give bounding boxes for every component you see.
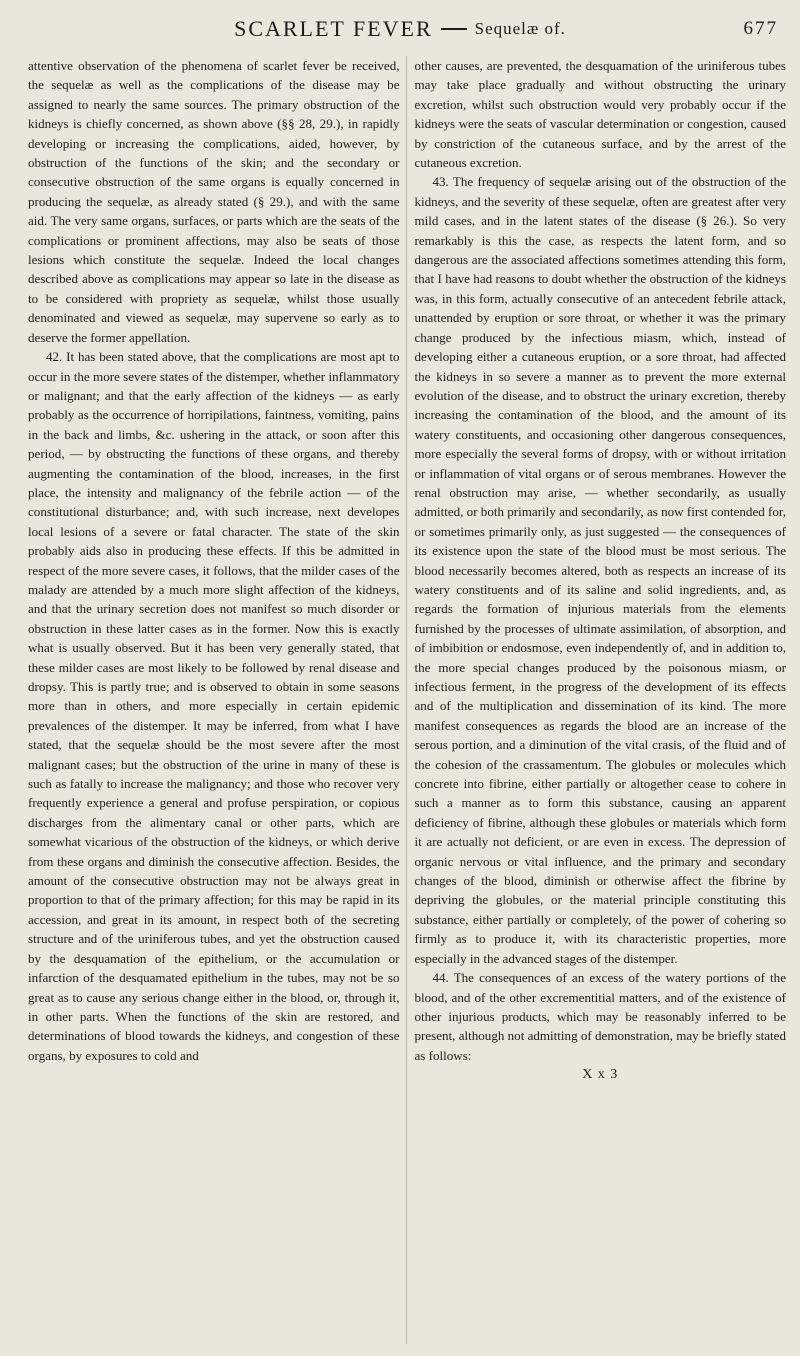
header-subtitle: Sequelæ of. xyxy=(474,19,566,38)
left-paragraph-2: 42. It has been stated above, that the complications are most apt to occur in the more severe states of the distemper, whether inflammatory or malignant; and that the early affection of the kidneys — as early probably as the occurrence of horripilations, faintness, vomiting, pains in the back and limbs, &c. ushering in the attack, or soon after this period, — by obstructing the functions of these organs, and thereby augmenting the contamination of the blood, increases, in the first place, the intensity and malignancy of the febrile action — of the constitutional disturbance; and, with such increase, next developes local lesions of a severe or fatal character. The state of the skin probably aids also in producing these effects. If this be admitted in respect of the more severe cases, it follows, that the milder cases of the malady are attended by a much more slight affection of the kidneys, and that the urinary secretion does not manifest so much disorder or obstruction in these latter cases as in the former. Now this is exactly what is usually observed. But it has been very generally stated, that these milder cases are most likely to be followed by renal disease and dropsy. This is partly true; and is observed to obtain in some seasons more than in others, and more especially in certain epidemic prevalences of the distemper. It may be inferred, from what I have stated, that the sequelæ should be the most severe after the most malignant cases; but the obstruction of the urine in many of these is such as fatally to increase the malignancy; and those who recover very frequently experience a general and profuse perspiration, or copious discharges from the alimentary canal or other parts, which are somewhat vicarious of the obstruction of the kidneys, or which derive from these organs and diminish the consecutive affection. Besides, the amount of the consecutive obstruction may not be always great in proportion to that of the primary affection; for this may be rapid in its accession, and great in its amount, in respect both of the secreting structure and of the uriniferous tubes, and yet the obstruction caused by the desquamation of the epithelium, or the accumulation or infarction of the desquamated epithelium in the tubes, may not be so great as to cause any serious change either in the blood, or, through it, in other parts. When the functions of the skin are restored, and determinations of blood towards the kidneys, and congestion of these organs, by exposures to cold and xyxy=(28,349,400,1063)
left-column xyxy=(28,56,406,1344)
header-title: SCARLET FEVER xyxy=(234,16,433,41)
right-paragraph-1: other causes, are prevented, the desquamation of the uriniferous tubes may take place gradually and without obstructing the urinary excretion, whilst such obstruction would very probably occur if the kidneys were the seats of vascular determination or congestion, caused by constriction of the cutaneous surface, and by the arrest of the cutaneous excretion. xyxy=(414,58,786,171)
signature-mark: X x 3 xyxy=(582,1067,619,1083)
right-paragraph-2: 43. The frequency of sequelæ arising out of the obstruction of the kidneys, and the severity of these sequelæ, often are greatest after very mild cases, and in the latent states of the disease (§ 26.). So very remarkably is this the case, as respects the latent form, and so dangerous are the associated affections sometimes attending this form, that I have had reasons to doubt whether the obstruction of the kidneys was, in this form, actually consecutive of an antecedent febrile attack, unattended by eruption or sore throat, or whether it was the primary change produced by the infectious miasm, which, instead of developing either a cutaneous eruption, or a sore throat, had affected the kidneys in so severe a manner as to prevent the more external evolution of the disease, and to obstruct the urinary excretion, thereby increasing the contamination of the blood, and the amount of its watery constituents, and occasioning other dangerous consequences, more especially the several forms of dropsy, with or without irritation or inflammation of vital organs or of serous membranes. However the renal obstruction may arise, — whether secondarily, as usually admitted, or both primarily and secondarily, as now first contended for, or sometimes primarily only, as just suggested — the consequences of its existence upon the state of the blood must be most serious. The blood necessarily becomes altered, both as respects an increase of its watery constituents and of its saline and solid ingredients, and, as regards the formation of injurious materials from the elements furnished by the processes of ultimate assimilation, of absorption, and of imbibition or endosmose, even independently of, and in addition to, the more special changes produced by the poisonous miasm, or infectious ferment, in the progress of the development of its effects and of the multiplication and dissemination of its kind. The more manifest consequences as regards the blood are an increase of the serous portion, and a diminution of the vital crasis, of the fluid and of the cohesion of the crassamentum. The globules or molecules which concrete into fibrine, either partially or altogether cease to cohere in such a manner as to form this substance, causing an apparent deficiency of fibrine, although these globules or materials which form it are actually not deficient, or are even in excess. The depression of organic nervous or vital influence, and the primary and secondary changes of the blood, diminish or otherwise affect the fibrine by depriving the globules, or the material principle constituting this substance, either partially or completely, of the power of cohering so firmly as to produce it, with its characteristic properties, more especially in the advanced stages of the distemper. xyxy=(414,174,786,966)
header-dash xyxy=(441,28,467,30)
page-number: 677 xyxy=(743,18,778,39)
running-header xyxy=(0,12,800,46)
right-column xyxy=(406,56,787,1344)
left-paragraph-1: attentive observation of the phenomena of scarlet fever be received, the sequelæ as well as the complications of the disease may be assigned to nearly the same sources. The primary obstruction of the kidneys is chiefly concerned, as shown above (§§ 28, 29.), in rapidly developing or increasing the complications, aided, however, by obstruction of the functions of the skin; and the secondary or consecutive obstruction of the same organs is equally concerned in producing the sequelæ, as already stated (§ 29.), and with the same aid. The very same organs, surfaces, or parts which are the seats of the complications or prominent affections, may also be seats of those lesions which constitute the sequelæ. Indeed the local changes described above as complications may appear so late in the disease as to be considered with propriety as sequelæ, whilst those usually denominated and viewed as sequelæ, may supervene so early as to deserve the former appellation. xyxy=(28,58,400,345)
text-columns xyxy=(28,56,786,1344)
right-paragraph-3: 44. The consequences of an excess of the watery portions of the blood, and of the other excrementitial matters, and of the existence of other injurious products, which may be reasonably inferred to be present, although not admitting of demonstration, may be briefly stated as follows: xyxy=(414,970,786,1063)
